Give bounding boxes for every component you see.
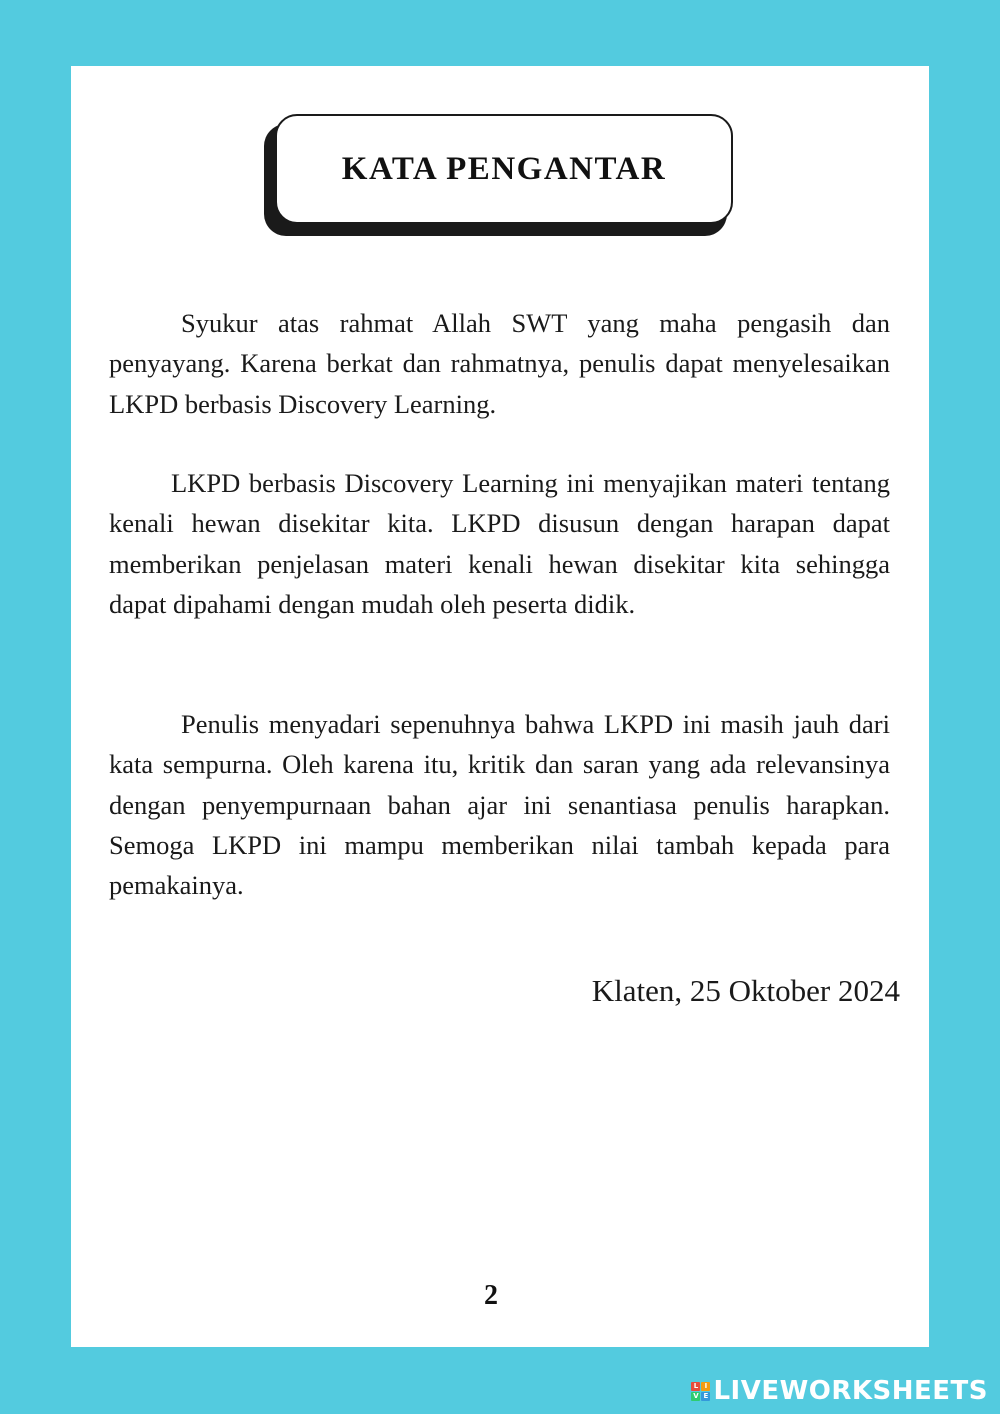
place-date-signature: Klaten, 25 Oktober 2024 [591,973,900,1008]
document-page [71,66,929,1347]
watermark-text: LIVEWORKSHEETS [713,1376,988,1406]
logo-letter-l: L [691,1382,700,1391]
paragraph-2: LKPD berbasis Discovery Learning ini menyajikan materi tentang kenali hewan disekitar kita. LKPD disusun dengan harapan dapat memberikan penjelasan materi kenali hewan disekitar kita sehingga dapat dipahami dengan mudah oleh peserta didik. [109,468,890,619]
liveworksheets-logo-icon [691,1382,710,1401]
title-box [275,114,733,224]
logo-letter-i: I [701,1382,710,1391]
page-title: KATA PENGANTAR [341,150,667,187]
logo-letter-e: E [701,1392,710,1401]
paragraph-1: Syukur atas rahmat Allah SWT yang maha pengasih dan penyayang. Karena berkat dan rahmatnya, penulis dapat menyelesaikan LKPD berbasis Discovery Learning. [109,308,890,419]
paragraph-3: Penulis menyadari sepenuhnya bahwa LKPD ini masih jauh dari kata sempurna. Oleh karena itu, kritik dan saran yang ada relevansinya dengan penyempurnaan bahan ajar ini senantiasa penulis harapkan. Semoga LKPD ini mampu memberikan nilai tambah kepada para pemakainya. [109,709,890,901]
logo-letter-v: V [693,1391,699,1400]
liveworksheets-watermark[interactable] [691,1376,988,1406]
page-number: 2 [484,1280,498,1311]
